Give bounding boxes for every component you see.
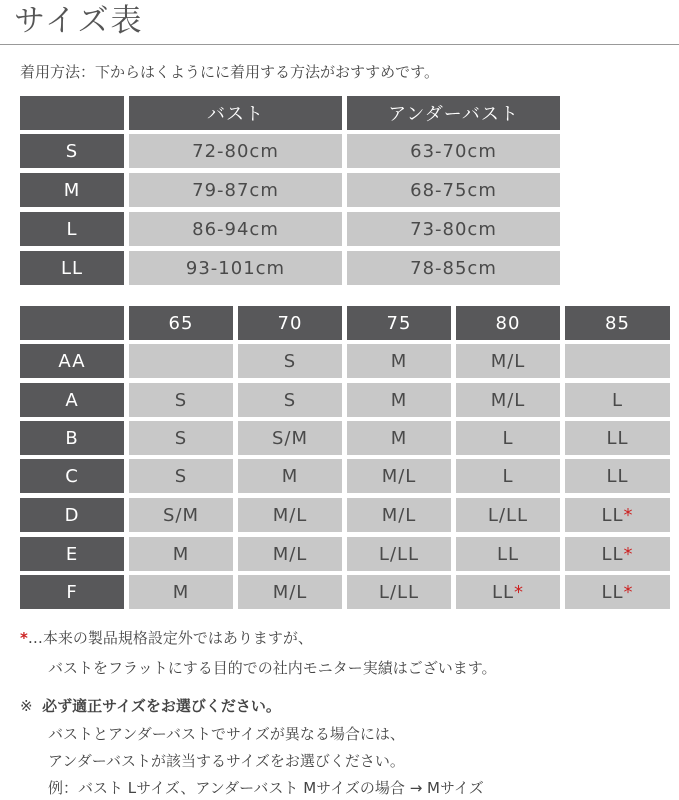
band-header: 70 bbox=[238, 306, 342, 340]
size-cell: S bbox=[129, 421, 233, 455]
ref-note-line1 bbox=[20, 694, 281, 718]
usage-instruction: 着用方法：下からはくようにに着用する方法がおすすめです。 bbox=[20, 63, 439, 81]
size-cell: M/L bbox=[238, 537, 342, 571]
underbust-range: 73-80cm bbox=[347, 212, 560, 246]
size-label: LL bbox=[20, 251, 124, 285]
size-cell: M/L bbox=[347, 498, 451, 532]
size-cell: M/L bbox=[456, 344, 560, 378]
size-cell bbox=[565, 344, 670, 378]
size-cell: LL bbox=[456, 537, 560, 571]
size-label: S bbox=[20, 134, 124, 168]
ref-note-line3: アンダーバストが該当するサイズをお選びください。 bbox=[48, 752, 405, 770]
band-header: 80 bbox=[456, 306, 560, 340]
ref-note-heading: 必ず適正サイズをお選びください。 bbox=[42, 697, 281, 715]
star-note-text: …本来の製品規格設定外ではありますが、 bbox=[27, 629, 313, 647]
ref-note-line4: 例：バスト Lサイズ、アンダーバスト Mサイズの場合 → Mサイズ bbox=[48, 779, 484, 797]
size-cell: M bbox=[238, 459, 342, 493]
table-corner bbox=[20, 96, 124, 130]
size-label: M bbox=[20, 173, 124, 207]
size-cell: M/L bbox=[238, 575, 342, 609]
bust-range: 86-94cm bbox=[129, 212, 342, 246]
size-cell: LL * bbox=[565, 575, 670, 609]
size-cell bbox=[129, 344, 233, 378]
cup-label: B bbox=[20, 421, 124, 455]
size-cell: L/LL bbox=[347, 537, 451, 571]
out-of-spec-mark: * bbox=[623, 581, 634, 603]
size-cell: LL bbox=[565, 459, 670, 493]
cup-label: AA bbox=[20, 344, 124, 378]
out-of-spec-mark: * bbox=[514, 581, 525, 603]
underbust-range: 78-85cm bbox=[347, 251, 560, 285]
out-of-spec-mark: * bbox=[623, 543, 634, 565]
size-cell: M bbox=[347, 421, 451, 455]
size-cell: M bbox=[347, 344, 451, 378]
size-cell: L bbox=[565, 383, 670, 417]
column-header: アンダーバスト bbox=[347, 96, 560, 130]
size-cell: S bbox=[238, 344, 342, 378]
size-cell: S/M bbox=[129, 498, 233, 532]
size-cell: S bbox=[238, 383, 342, 417]
band-header: 75 bbox=[347, 306, 451, 340]
band-header: 85 bbox=[565, 306, 670, 340]
bust-range: 93-101cm bbox=[129, 251, 342, 285]
size-cell: M bbox=[129, 575, 233, 609]
size-cell: L/LL bbox=[456, 498, 560, 532]
size-cell: LL * bbox=[565, 537, 670, 571]
cup-label: F bbox=[20, 575, 124, 609]
cup-label: C bbox=[20, 459, 124, 493]
band-header: 65 bbox=[129, 306, 233, 340]
size-cell: M/L bbox=[456, 383, 560, 417]
title-divider bbox=[0, 44, 679, 45]
size-cell: M bbox=[129, 537, 233, 571]
underbust-range: 63-70cm bbox=[347, 134, 560, 168]
star-note-line1 bbox=[20, 626, 313, 650]
bust-range: 79-87cm bbox=[129, 173, 342, 207]
size-cell: M/L bbox=[238, 498, 342, 532]
cup-label: D bbox=[20, 498, 124, 532]
size-cell: LL * bbox=[456, 575, 560, 609]
size-cell: L bbox=[456, 459, 560, 493]
ref-note-line2: バストとアンダーバストでサイズが異なる場合には、 bbox=[48, 725, 405, 743]
size-cell: LL * bbox=[565, 498, 670, 532]
column-header: バスト bbox=[129, 96, 342, 130]
size-cell: S/M bbox=[238, 421, 342, 455]
size-cell: L/LL bbox=[347, 575, 451, 609]
cup-label: A bbox=[20, 383, 124, 417]
size-cell: M/L bbox=[347, 459, 451, 493]
underbust-range: 68-75cm bbox=[347, 173, 560, 207]
cup-label: E bbox=[20, 537, 124, 571]
bust-range: 72-80cm bbox=[129, 134, 342, 168]
size-cell: L bbox=[456, 421, 560, 455]
ref-mark: ※ bbox=[20, 697, 33, 715]
size-label: L bbox=[20, 212, 124, 246]
size-cell: S bbox=[129, 459, 233, 493]
table-corner bbox=[20, 306, 124, 340]
page-title: サイズ表 bbox=[14, 3, 144, 39]
size-cell: LL bbox=[565, 421, 670, 455]
out-of-spec-mark: * bbox=[623, 504, 634, 526]
star-note-line2: バストをフラットにする目的での社内モニター実績はございます。 bbox=[48, 659, 497, 677]
size-cell: M bbox=[347, 383, 451, 417]
size-cell: S bbox=[129, 383, 233, 417]
star-mark: * bbox=[20, 629, 28, 647]
